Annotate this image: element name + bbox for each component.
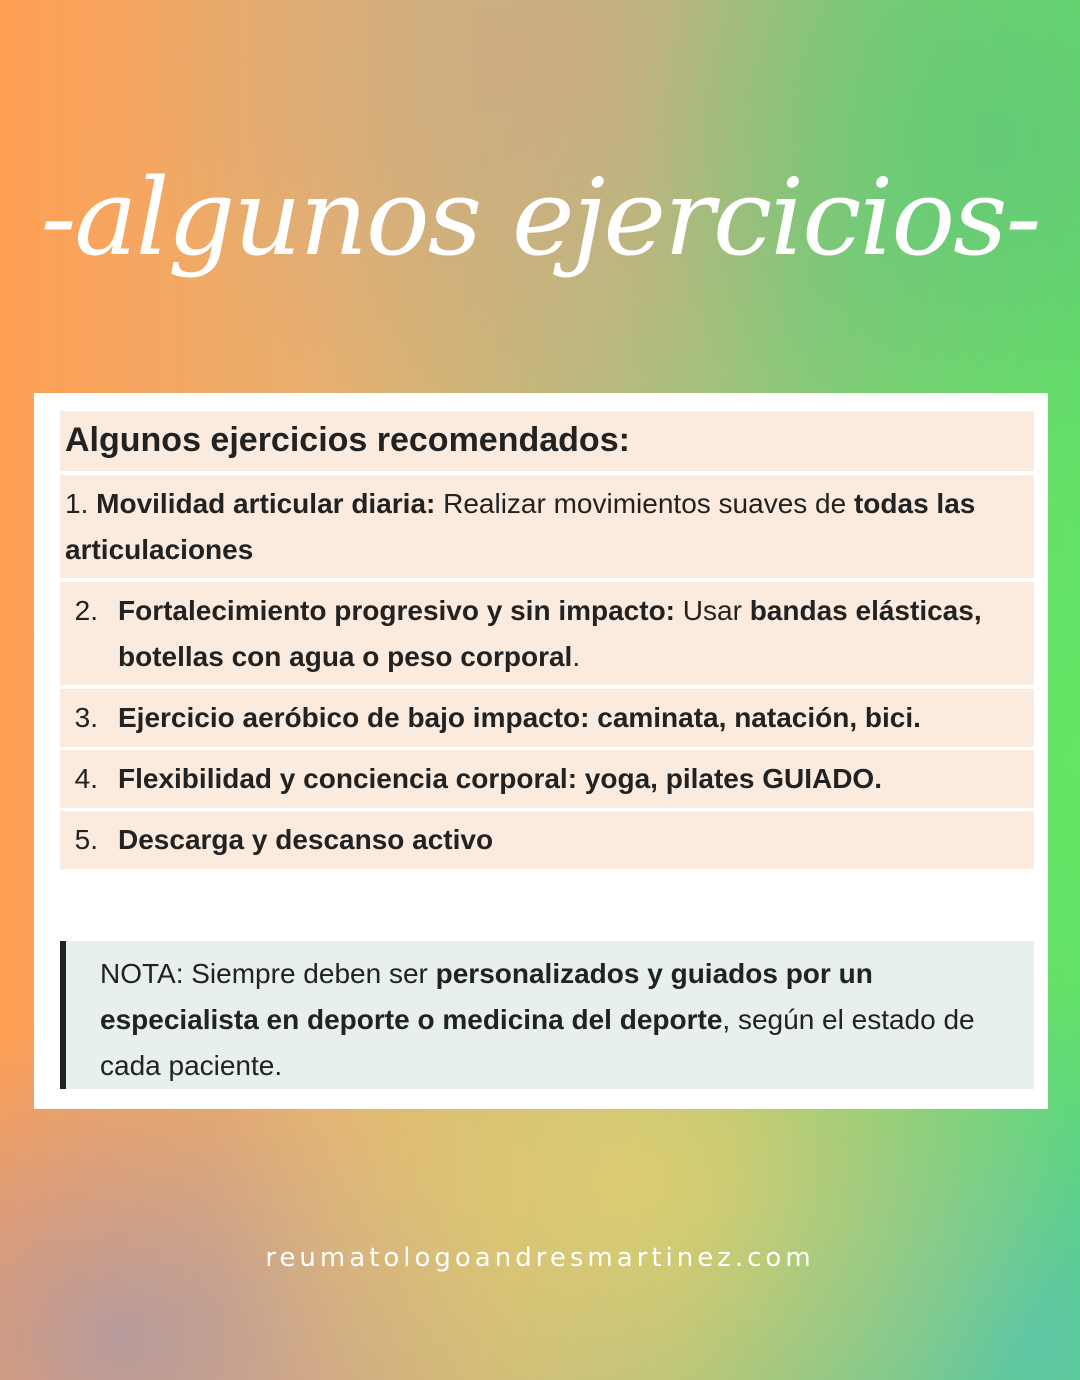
item-content xyxy=(118,695,1014,747)
item-number: 2. xyxy=(74,595,98,626)
item-number: 1. xyxy=(65,488,89,519)
item-text: Usar xyxy=(675,595,750,626)
page-title: -algunos ejercicios- xyxy=(40,156,1040,279)
item-title: Flexibilidad y conciencia corporal: yoga, pilates GUIADO. xyxy=(118,763,882,794)
item-title: Descarga y descanso activo xyxy=(118,824,494,855)
item-title: Fortalecimiento progresivo y sin impacto: xyxy=(118,595,676,626)
item-emphasis: todas las articulaciones xyxy=(65,488,976,565)
website-url: reumatologoandresmartinez.com xyxy=(265,1243,815,1273)
item-number: 5. xyxy=(74,824,98,855)
note-text: NOTA: Siempre deben ser xyxy=(100,958,436,989)
item-number: 3. xyxy=(74,702,98,733)
note-emphasis: personalizados y guiados por un especialista en deporte o medicina del deporte xyxy=(100,958,873,1035)
item-title: Movilidad articular diaria: xyxy=(96,488,436,519)
item-emphasis: bandas elásticas, botellas con agua o peso corporal xyxy=(118,595,982,672)
list-item xyxy=(60,811,1034,869)
item-text: Realizar movimientos suaves de xyxy=(435,488,854,519)
item-content xyxy=(118,588,1014,685)
note-text-end: , según el estado de cada paciente. xyxy=(100,1004,975,1081)
note-callout xyxy=(60,941,1034,1089)
list-item xyxy=(60,689,1034,747)
item-content xyxy=(118,756,1014,808)
card-heading: Algunos ejercicios recomendados: xyxy=(60,411,1034,471)
list-item xyxy=(60,750,1034,808)
item-title: Ejercicio aeróbico de bajo impacto: caminata, natación, bici. xyxy=(118,702,921,733)
item-content xyxy=(118,817,1014,869)
list-item xyxy=(60,475,1034,578)
list-item xyxy=(60,582,1034,685)
item-number: 4. xyxy=(74,763,98,794)
exercise-card xyxy=(34,393,1048,1109)
item-text-end: . xyxy=(572,641,581,672)
